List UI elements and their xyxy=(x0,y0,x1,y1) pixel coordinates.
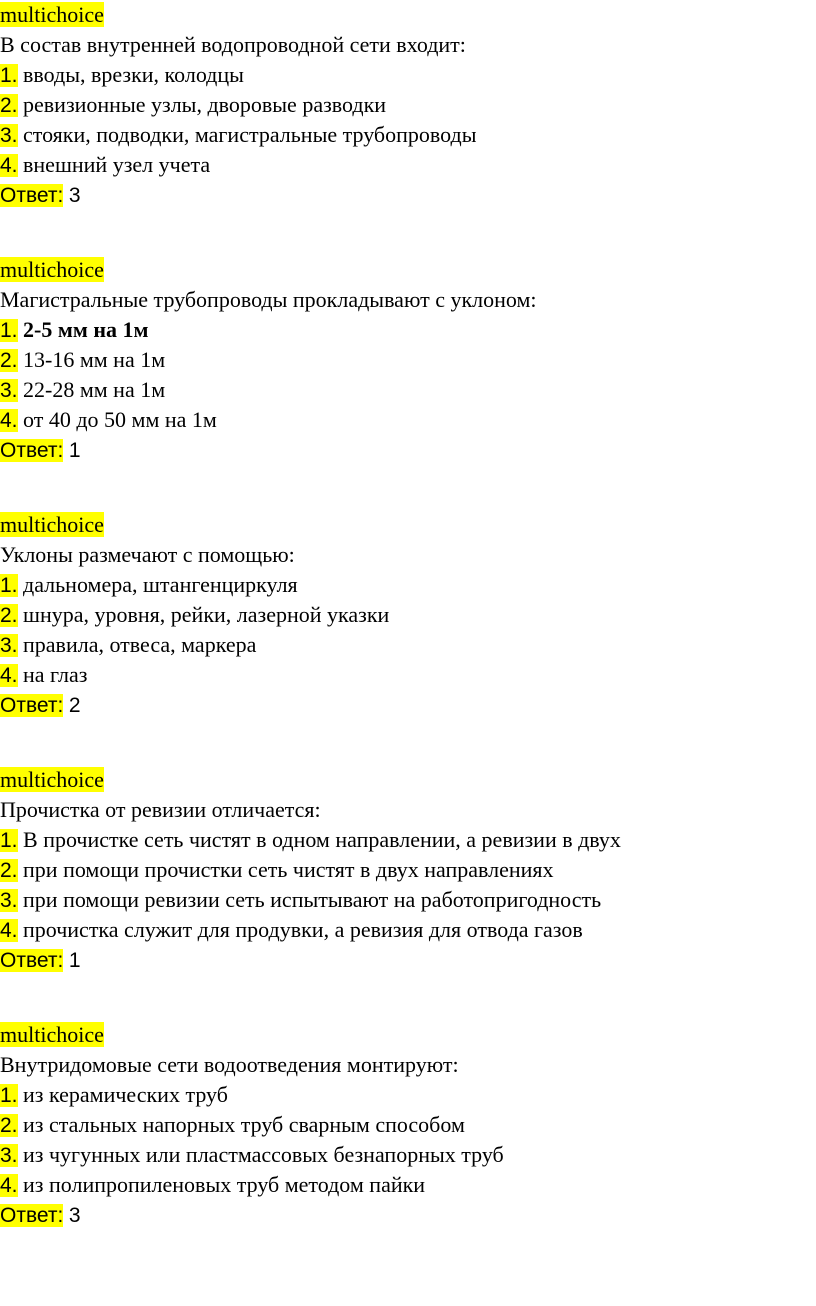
answer-option xyxy=(0,345,816,375)
question-block xyxy=(0,765,816,1020)
option-text: 2-5 мм на 1м xyxy=(23,317,149,342)
answer-label: Ответ: xyxy=(0,694,64,717)
answer-option xyxy=(0,1140,816,1170)
answer-option xyxy=(0,405,816,435)
answer-value: 1 xyxy=(68,949,81,972)
option-text: из полипропиленовых труб методом пайки xyxy=(23,1172,426,1197)
option-text: стояки, подводки, магистральные трубопроводы xyxy=(23,122,477,147)
answer-line xyxy=(0,1200,816,1230)
answer-option xyxy=(0,825,816,855)
option-text: правила, отвеса, маркера xyxy=(23,632,257,657)
question-type-tag: multichoice xyxy=(0,767,104,792)
option-text: из керамических труб xyxy=(23,1082,228,1107)
answer-option xyxy=(0,855,816,885)
question-type-line xyxy=(0,510,816,540)
answer-option xyxy=(0,1170,816,1200)
option-number: 2. xyxy=(0,94,18,117)
option-text: дальномера, штангенциркуля xyxy=(23,572,298,597)
question-type-line xyxy=(0,0,816,30)
answer-label: Ответ: xyxy=(0,184,64,207)
answer-option xyxy=(0,600,816,630)
answer-label: Ответ: xyxy=(0,1204,64,1227)
question-text: В состав внутренней водопроводной сети входит: xyxy=(0,32,466,57)
answer-label: Ответ: xyxy=(0,439,64,462)
answer-value: 3 xyxy=(68,184,81,207)
answer-option xyxy=(0,630,816,660)
option-number: 1. xyxy=(0,64,18,87)
option-number: 1. xyxy=(0,829,18,852)
answer-option xyxy=(0,1110,816,1140)
answer-value: 1 xyxy=(68,439,81,462)
answer-option xyxy=(0,90,816,120)
option-number: 4. xyxy=(0,664,18,687)
answer-line xyxy=(0,690,816,720)
question-type-tag: multichoice xyxy=(0,1022,104,1047)
question-type-tag: multichoice xyxy=(0,2,104,27)
answer-option xyxy=(0,660,816,690)
option-text: вводы, врезки, колодцы xyxy=(23,62,244,87)
question-type-line xyxy=(0,1020,816,1050)
option-text: из чугунных или пластмассовых безнапорных труб xyxy=(23,1142,504,1167)
option-number: 3. xyxy=(0,634,18,657)
option-number: 4. xyxy=(0,919,18,942)
option-text: ревизионные узлы, дворовые разводки xyxy=(23,92,387,117)
option-number: 4. xyxy=(0,1174,18,1197)
question-type-tag: multichoice xyxy=(0,512,104,537)
option-number: 1. xyxy=(0,574,18,597)
answer-line xyxy=(0,945,816,975)
option-text: внешний узел учета xyxy=(23,152,211,177)
question-type-line xyxy=(0,255,816,285)
option-number: 4. xyxy=(0,409,18,432)
answer-label: Ответ: xyxy=(0,949,64,972)
option-number: 3. xyxy=(0,379,18,402)
option-number: 1. xyxy=(0,319,18,342)
answer-option xyxy=(0,915,816,945)
option-number: 3. xyxy=(0,1144,18,1167)
answer-option xyxy=(0,315,816,345)
answer-option xyxy=(0,1080,816,1110)
answer-option xyxy=(0,150,816,180)
option-text: от 40 до 50 мм на 1м xyxy=(23,407,217,432)
question-block xyxy=(0,510,816,765)
question-type-tag: multichoice xyxy=(0,257,104,282)
question-text: Магистральные трубопроводы прокладывают с уклоном: xyxy=(0,287,537,312)
answer-option xyxy=(0,375,816,405)
option-text: при помощи ревизии сеть испытывают на работопригодность xyxy=(23,887,602,912)
option-text: на глаз xyxy=(23,662,88,687)
option-number: 2. xyxy=(0,859,18,882)
option-number: 3. xyxy=(0,889,18,912)
option-text: шнура, уровня, рейки, лазерной указки xyxy=(23,602,390,627)
answer-line xyxy=(0,180,816,210)
option-number: 1. xyxy=(0,1084,18,1107)
option-text: 22-28 мм на 1м xyxy=(23,377,166,402)
answer-option xyxy=(0,120,816,150)
option-text: из стальных напорных труб сварным способом xyxy=(23,1112,465,1137)
question-text: Уклоны размечают с помощью: xyxy=(0,542,295,567)
answer-line xyxy=(0,435,816,465)
option-number: 2. xyxy=(0,604,18,627)
option-text: прочистка служит для продувки, а ревизия для отвода газов xyxy=(23,917,583,942)
option-text: В прочистке сеть чистят в одном направлении, а ревизии в двух xyxy=(23,827,621,852)
answer-value: 2 xyxy=(68,694,81,717)
answer-value: 3 xyxy=(68,1204,81,1227)
answer-option xyxy=(0,570,816,600)
question-text: Внутридомовые сети водоотведения монтируют: xyxy=(0,1052,459,1077)
question-block xyxy=(0,255,816,510)
option-number: 3. xyxy=(0,124,18,147)
answer-option xyxy=(0,885,816,915)
option-number: 4. xyxy=(0,154,18,177)
question-type-line xyxy=(0,765,816,795)
question-block xyxy=(0,0,816,255)
answer-option xyxy=(0,60,816,90)
question-text: Прочистка от ревизии отличается: xyxy=(0,797,321,822)
option-text: при помощи прочистки сеть чистят в двух направлениях xyxy=(23,857,554,882)
option-number: 2. xyxy=(0,349,18,372)
option-number: 2. xyxy=(0,1114,18,1137)
option-text: 13-16 мм на 1м xyxy=(23,347,166,372)
question-block xyxy=(0,1020,816,1275)
